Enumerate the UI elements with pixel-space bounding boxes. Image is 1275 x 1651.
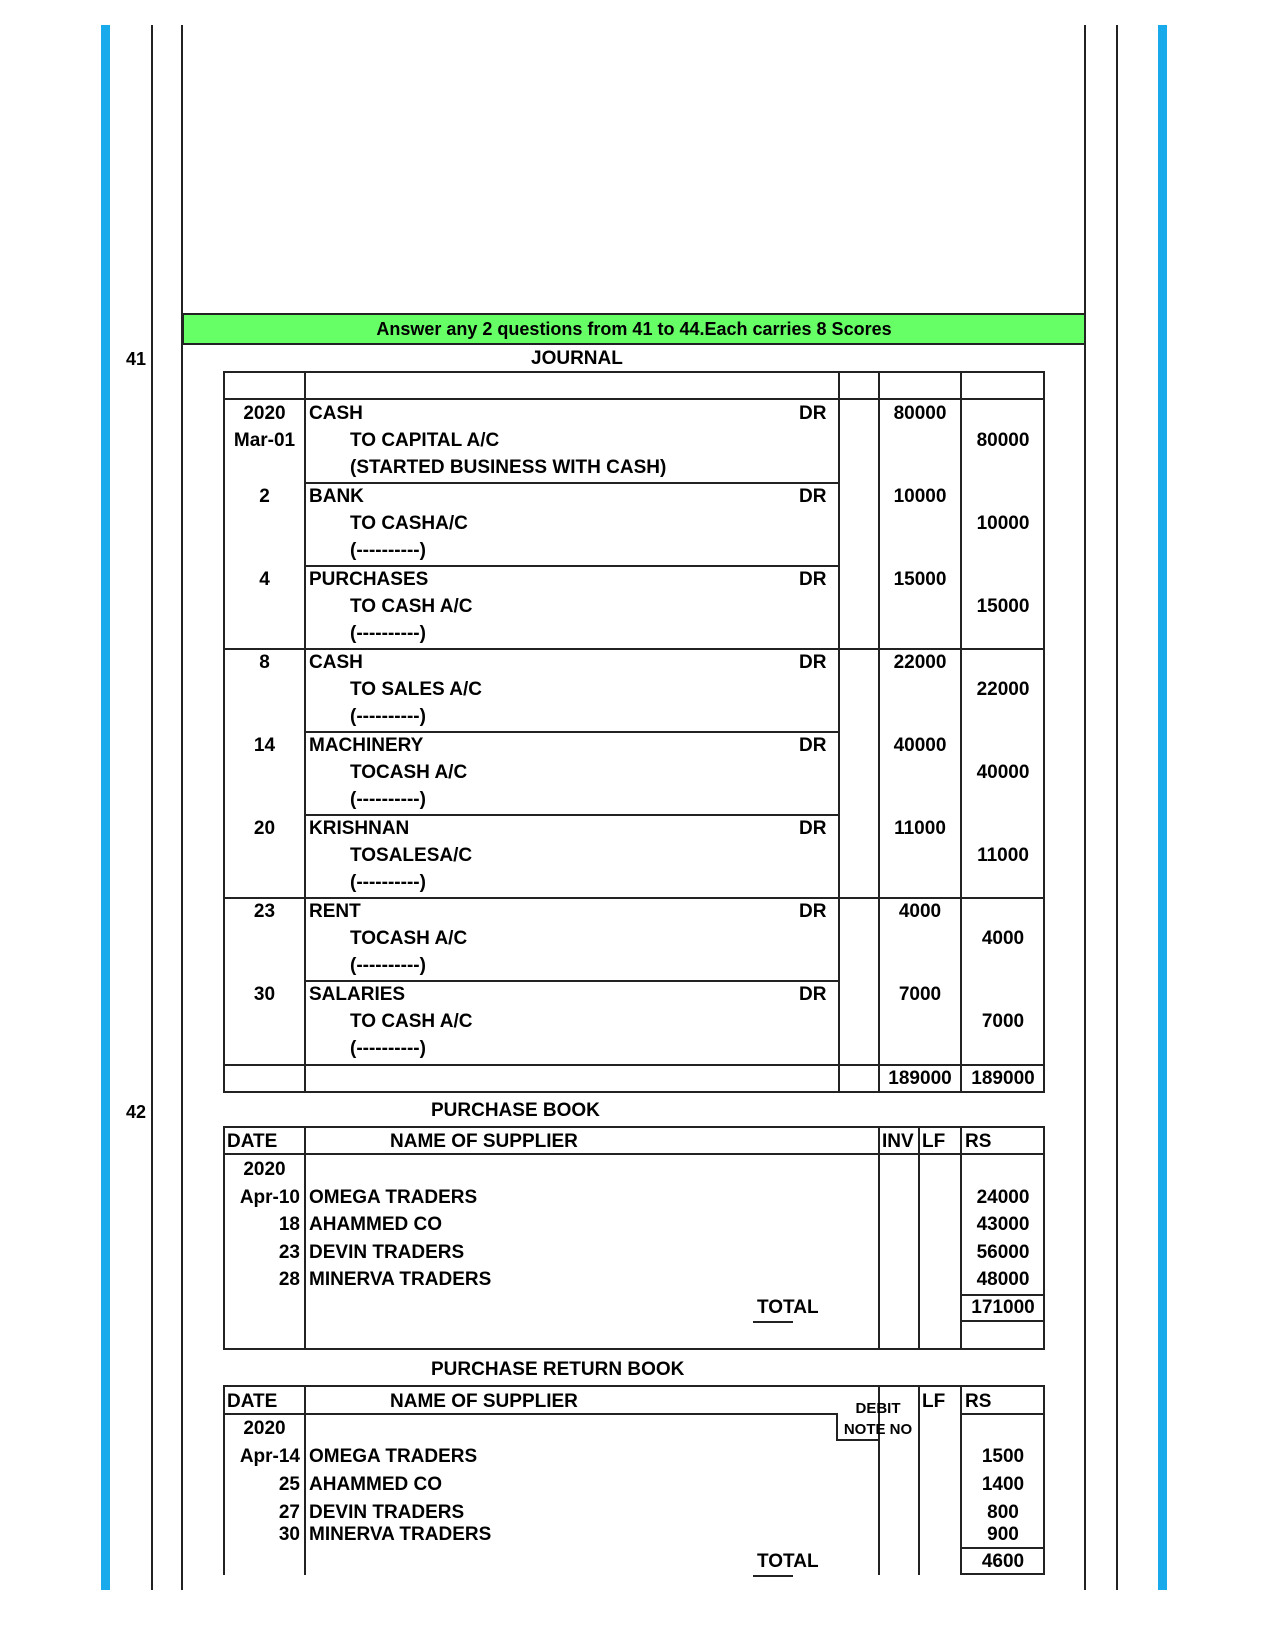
journal-credit-amount: 4000: [981, 928, 1025, 949]
journal-debit-account: SALARIES: [309, 984, 406, 1005]
prb-row-date: 30: [278, 1524, 300, 1545]
right-margin-line-2: [1116, 25, 1118, 1590]
pb-total-underline: [753, 1321, 793, 1323]
pb-header-rs: RS: [965, 1131, 992, 1152]
prb-header-date: DATE: [227, 1391, 278, 1412]
entry-separator: [223, 897, 1045, 899]
prb-row-rs: 1400: [981, 1474, 1025, 1495]
journal-date: 8: [259, 652, 270, 673]
journal-credit-amount: 40000: [976, 762, 1030, 783]
prb-total-line-bottom: [960, 1573, 1045, 1575]
journal-col-divider: [960, 371, 962, 1093]
journal-dr-label: DR: [799, 486, 827, 507]
journal-header-line: [223, 398, 1045, 400]
journal-debit-amount: 80000: [893, 403, 947, 424]
prb-header-rs: RS: [965, 1391, 992, 1412]
journal-dr-label: DR: [799, 984, 827, 1005]
journal-narration: (STARTED BUSINESS WITH CASH): [350, 457, 667, 478]
prb-row-name: DEVIN TRADERS: [309, 1502, 465, 1523]
prb-total-line-top: [960, 1547, 1045, 1549]
instruction-banner: Answer any 2 questions from 41 to 44.Each carries 8 Scores: [182, 313, 1086, 345]
journal-debit-account: MACHINERY: [309, 735, 424, 756]
prb-header-lf: LF: [922, 1391, 946, 1412]
prb-total-label: TOTAL: [757, 1551, 819, 1572]
left-margin-line-2: [181, 25, 183, 1590]
purchase-book-border: [223, 1126, 1045, 1350]
left-margin-line-1: [151, 25, 153, 1590]
journal-narration: (----------): [350, 872, 426, 893]
prb-year: 2020: [243, 1418, 286, 1439]
pb-row-rs: 24000: [976, 1187, 1030, 1208]
journal-dr-label: DR: [799, 403, 827, 424]
journal-credit-account: TOCASH A/C: [350, 928, 468, 949]
journal-date: 2: [259, 486, 270, 507]
prb-row-rs: 1500: [981, 1446, 1025, 1467]
journal-date: 4: [259, 569, 270, 590]
journal-debit-amount: 11000: [894, 818, 946, 839]
journal-debit-amount: 4000: [898, 901, 942, 922]
journal-credit-amount: 7000: [981, 1011, 1025, 1032]
prb-row-date: Apr-14: [239, 1446, 300, 1467]
pb-total-line-top: [960, 1294, 1045, 1296]
pb-header-name: NAME OF SUPPLIER: [390, 1131, 578, 1152]
journal-credit-account: TO CASH A/C: [350, 1011, 473, 1032]
journal-debit-account: PURCHASES: [309, 569, 429, 590]
right-blue-margin-bar: [1158, 25, 1167, 1590]
pb-header-date: DATE: [227, 1131, 278, 1152]
journal-credit-account: TO CAPITAL A/C: [350, 430, 500, 451]
journal-date: Mar-01: [233, 430, 296, 451]
pb-header-lf: LF: [922, 1131, 946, 1152]
entry-separator: [304, 980, 840, 982]
journal-dr-label: DR: [799, 901, 827, 922]
pb-row-name: AHAMMED CO: [309, 1214, 442, 1235]
pb-total: 171000: [971, 1297, 1035, 1318]
journal-debit-account: RENT: [309, 901, 361, 922]
journal-narration: (----------): [350, 623, 426, 644]
journal-credit-amount: 11000: [977, 845, 1029, 866]
journal-credit-amount: 10000: [976, 513, 1030, 534]
left-blue-margin-bar: [101, 25, 110, 1590]
purchase-book-title: PURCHASE BOOK: [431, 1100, 600, 1121]
prb-header-name: NAME OF SUPPLIER: [390, 1391, 578, 1412]
pb-col-divider: [918, 1126, 920, 1350]
entry-separator: [304, 482, 840, 484]
prb-row-rs: 800: [987, 1502, 1019, 1523]
pb-row-name: DEVIN TRADERS: [309, 1242, 465, 1263]
pb-header-line: [223, 1153, 1045, 1155]
journal-debit-amount: 22000: [893, 652, 947, 673]
prb-top-line: [223, 1385, 1045, 1387]
prb-col-divider: [918, 1385, 920, 1575]
pb-row-rs: 48000: [976, 1269, 1030, 1290]
journal-dr-label: DR: [799, 569, 827, 590]
question-number-42: 42: [126, 1102, 147, 1122]
journal-debit-account: BANK: [309, 486, 364, 507]
pb-header-inv: INV: [882, 1131, 914, 1152]
pb-col-divider: [878, 1126, 880, 1350]
journal-date: 20: [253, 818, 276, 839]
journal-narration: (----------): [350, 955, 426, 976]
entry-separator: [223, 648, 1045, 650]
prb-row-name: MINERVA TRADERS: [309, 1524, 492, 1545]
pb-col-divider: [304, 1126, 306, 1350]
purchase-return-book-title: PURCHASE RETURN BOOK: [431, 1359, 685, 1380]
journal-narration: (----------): [350, 540, 426, 561]
journal-total-debit: 189000: [888, 1068, 952, 1089]
journal-credit-account: TOSALESA/C: [350, 845, 473, 866]
pb-row-date: 18: [278, 1214, 300, 1235]
journal-narration: (----------): [350, 706, 426, 727]
journal-date: 30: [253, 984, 276, 1005]
pb-row-name: OMEGA TRADERS: [309, 1187, 478, 1208]
journal-date-year: 2020: [243, 403, 286, 424]
pb-row-date: Apr-10: [239, 1187, 300, 1208]
journal-dr-label: DR: [799, 735, 827, 756]
journal-credit-amount: 15000: [976, 596, 1030, 617]
prb-row-name: AHAMMED CO: [309, 1474, 442, 1495]
journal-debit-amount: 15000: [893, 569, 947, 590]
journal-credit-account: TO CASHA/C: [350, 513, 468, 534]
entry-separator: [304, 731, 840, 733]
prb-header-note-no: NOTE NO: [843, 1421, 913, 1438]
journal-narration: (----------): [350, 1038, 426, 1059]
journal-title: JOURNAL: [531, 348, 623, 369]
prb-header-debit: DEBIT: [855, 1400, 901, 1417]
prb-row-date: 25: [278, 1474, 300, 1495]
journal-dr-label: DR: [799, 818, 827, 839]
journal-credit-amount: 22000: [976, 679, 1030, 700]
pb-row-date: 28: [278, 1269, 300, 1290]
journal-debit-account: KRISHNAN: [309, 818, 410, 839]
prb-total: 4600: [981, 1551, 1025, 1572]
pb-total-line-bottom: [960, 1320, 1045, 1322]
prb-header-line: [223, 1413, 837, 1415]
question-number-41: 41: [126, 349, 147, 369]
prb-header-line-right: [960, 1413, 1045, 1415]
journal-total-credit: 189000: [971, 1068, 1035, 1089]
journal-date: 23: [253, 901, 276, 922]
entry-separator: [304, 814, 840, 816]
journal-credit-amount: 80000: [976, 430, 1030, 451]
prb-row-name: OMEGA TRADERS: [309, 1446, 478, 1467]
journal-debit-amount: 7000: [898, 984, 942, 1005]
pb-row-name: MINERVA TRADERS: [309, 1269, 492, 1290]
journal-date: 14: [253, 735, 276, 756]
journal-debit-amount: 10000: [893, 486, 947, 507]
pb-row-date: 23: [278, 1242, 300, 1263]
pb-row-rs: 43000: [976, 1214, 1030, 1235]
journal-dr-label: DR: [799, 652, 827, 673]
prb-total-underline: [753, 1575, 793, 1577]
journal-credit-account: TO CASH A/C: [350, 596, 473, 617]
journal-narration: (----------): [350, 789, 426, 810]
journal-credit-account: TO SALES A/C: [350, 679, 482, 700]
journal-debit-account: CASH: [309, 652, 363, 673]
prb-row-rs: 900: [987, 1524, 1019, 1545]
right-margin-line-1: [1084, 25, 1086, 1590]
pb-row-rs: 56000: [976, 1242, 1030, 1263]
journal-debit-amount: 40000: [893, 735, 947, 756]
journal-credit-account: TOCASH A/C: [350, 762, 468, 783]
pb-year: 2020: [243, 1159, 286, 1180]
entry-separator: [304, 565, 840, 567]
pb-total-label: TOTAL: [757, 1297, 819, 1318]
journal-total-line: [223, 1064, 1045, 1066]
prb-row-date: 27: [278, 1502, 300, 1523]
journal-debit-account: CASH: [309, 403, 363, 424]
